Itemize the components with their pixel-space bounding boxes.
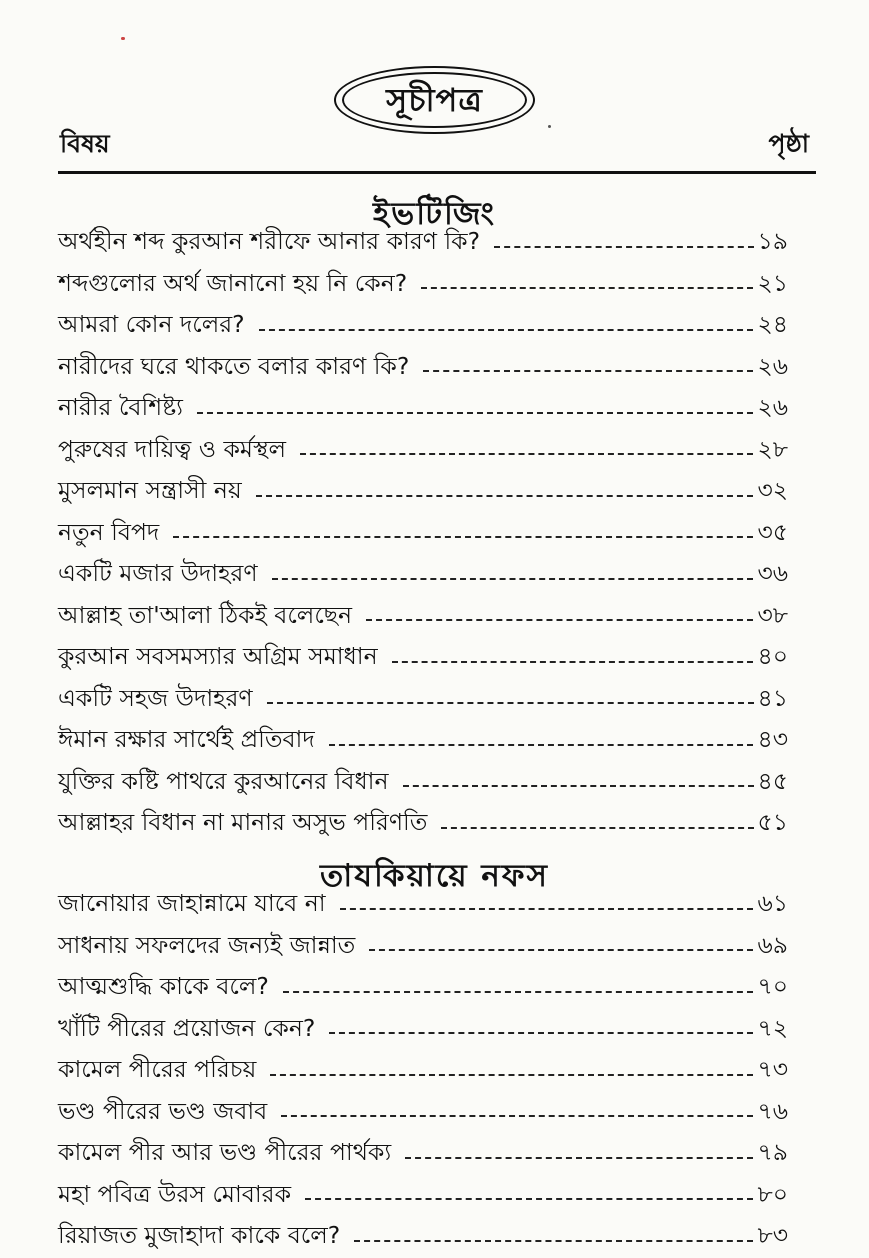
toc-list-section-2 [58, 884, 788, 1258]
section-heading-tazkiya: তাযকিয়ায়ে নফস [319, 858, 550, 894]
dotted-leader [392, 661, 754, 663]
toc-entry-page: ২৬ [757, 351, 788, 380]
toc-entry [58, 596, 788, 638]
column-header [60, 124, 809, 167]
dotted-leader [405, 1157, 753, 1159]
toc-entry [58, 430, 788, 472]
toc-entry-page: ২৪ [757, 310, 788, 339]
toc-entry-page: ১৯ [757, 227, 788, 256]
dotted-leader [173, 536, 753, 538]
dotted-leader [197, 412, 753, 414]
dotted-leader [421, 287, 753, 289]
toc-entry-page: ৩৫ [757, 517, 788, 546]
toc-entry-page: ৬১ [757, 889, 788, 918]
toc-entry [58, 388, 788, 430]
toc-entry-page: ৮৩ [757, 1221, 788, 1250]
toc-entry [58, 884, 788, 926]
dotted-leader [281, 1115, 753, 1117]
dotted-leader [283, 991, 754, 993]
ink-speck [121, 37, 125, 40]
toc-list-section-1 [58, 222, 788, 845]
toc-entry-page: ৭৬ [757, 1096, 788, 1125]
toc-entry-title: যুক্তির কষ্টি পাথরে কুরআনের বিধান [58, 766, 389, 795]
toc-entry-page: ৪১ [757, 683, 788, 712]
toc-entry-title: অর্থহীন শব্দ কুরআন শরীফে আনার কারণ কি? [58, 227, 481, 256]
dotted-leader [267, 702, 754, 704]
toc-entry-title: ঈমান রক্ষার সার্থেই প্রতিবাদ [58, 725, 315, 754]
toc-entry-page: ৮০ [757, 1179, 788, 1208]
dotted-leader [329, 1032, 753, 1034]
dotted-leader [256, 495, 754, 497]
dotted-leader [366, 619, 753, 621]
dotted-leader [354, 1240, 753, 1242]
toc-entry [58, 1092, 788, 1134]
toc-entry [58, 1216, 788, 1258]
toc-entry-title: আমরা কোন দলের? [58, 310, 245, 339]
toc-entry-page: ৩২ [757, 476, 788, 505]
toc-entry-page: ৫১ [757, 808, 788, 837]
dotted-leader [494, 246, 753, 248]
dotted-leader [441, 827, 753, 829]
dotted-leader [259, 329, 754, 331]
dotted-leader [369, 949, 753, 951]
toc-entry-title: নতুন বিপদ [58, 517, 160, 546]
toc-entry [58, 1050, 788, 1092]
toc-entry-title: কামেল পীর আর ভণ্ড পীরের পার্থক্য [58, 1138, 392, 1167]
toc-entry-title: রিয়াজত মুজাহাদা কাকে বলে? [58, 1221, 341, 1250]
toc-entry [58, 1009, 788, 1051]
toc-entry-title: একটি মজার উদাহরণ [58, 559, 258, 588]
section-heading-eve-teasing: ইভটিজিং [373, 196, 496, 232]
page-column-label: পৃষ্ঠা [768, 129, 809, 158]
toc-entry [58, 1133, 788, 1175]
toc-entry-page: ৪০ [757, 642, 788, 671]
toc-entry-page: ২৬ [757, 393, 788, 422]
toc-entry [58, 679, 788, 721]
dotted-leader [403, 785, 754, 787]
toc-entry [58, 967, 788, 1009]
toc-entry-title: পুরুষের দায়িত্ব ও কর্মস্থল [58, 434, 287, 463]
dotted-leader [340, 908, 754, 910]
toc-entry-title: একটি সহজ উদাহরণ [58, 683, 253, 712]
toc-entry [58, 926, 788, 968]
toc-entry-title: কামেল পীরের পরিচয় [58, 1055, 257, 1084]
dotted-leader [272, 578, 754, 580]
toc-entry-page: ৭০ [757, 972, 788, 1001]
toc-entry-title: জানোয়ার জাহান্নামে যাবে না [58, 889, 326, 918]
toc-entry-title: আল্লাহর বিধান না মানার অসুভ পরিণতি [58, 808, 428, 837]
toc-entry-title: ভণ্ড পীরের ভণ্ড জবাব [58, 1096, 268, 1125]
toc-entry-title: নারীদের ঘরে থাকতে বলার কারণ কি? [58, 351, 410, 380]
toc-entry [58, 513, 788, 555]
toc-entry [58, 264, 788, 306]
dotted-leader [305, 1198, 753, 1200]
toc-entry [58, 762, 788, 804]
dotted-leader [270, 1074, 753, 1076]
toc-entry [58, 554, 788, 596]
header-divider [58, 171, 816, 174]
toc-entry [58, 222, 788, 264]
dotted-leader [423, 370, 753, 372]
toc-entry [58, 803, 788, 845]
toc-entry-page: ৪৩ [757, 725, 788, 754]
toc-entry-title: মহা পবিত্র উরস মোবারক [58, 1179, 292, 1208]
toc-entry-page: ৩৬ [757, 559, 788, 588]
toc-entry [58, 347, 788, 389]
toc-entry-page: ৪৫ [757, 766, 788, 795]
toc-entry-title: আত্মশুদ্ধি কাকে বলে? [58, 972, 269, 1001]
dotted-leader [329, 744, 754, 746]
toc-entry [58, 720, 788, 762]
toc-entry-page: ৩৮ [757, 600, 788, 629]
toc-entry-title: আল্লাহ তা'আলা ঠিকই বলেছেন [58, 600, 353, 629]
toc-entry-page: ২৮ [757, 434, 788, 463]
toc-entry [58, 1175, 788, 1217]
toc-entry-title: মুসলমান সন্ত্রাসী নয় [58, 476, 242, 505]
toc-entry-title: নারীর বৈশিষ্ট্য [58, 393, 184, 422]
toc-entry [58, 471, 788, 513]
toc-entry-page: ২১ [757, 268, 788, 297]
toc-entry-title: খাঁটি পীরের প্রয়োজন কেন? [58, 1013, 316, 1042]
toc-entry-title: সাধনায় সফলদের জন্যই জান্নাত [58, 930, 356, 959]
toc-entry-title: কুরআন সবসমস্যার অগ্রিম সমাধান [58, 642, 378, 671]
dotted-leader [300, 453, 753, 455]
toc-entry-page: ৭৯ [757, 1138, 788, 1167]
toc-entry-page: ৭২ [757, 1013, 788, 1042]
toc-entry [58, 637, 788, 679]
toc-entry-title: শব্দগুলোর অর্থ জানানো হয় নি কেন? [58, 268, 408, 297]
toc-entry-page: ৭৩ [757, 1055, 788, 1084]
toc-entry-page: ৬৯ [757, 930, 788, 959]
subject-column-label: বিষয় [60, 129, 110, 158]
page-title: সূচীপত্র [342, 72, 527, 128]
toc-entry [58, 305, 788, 347]
